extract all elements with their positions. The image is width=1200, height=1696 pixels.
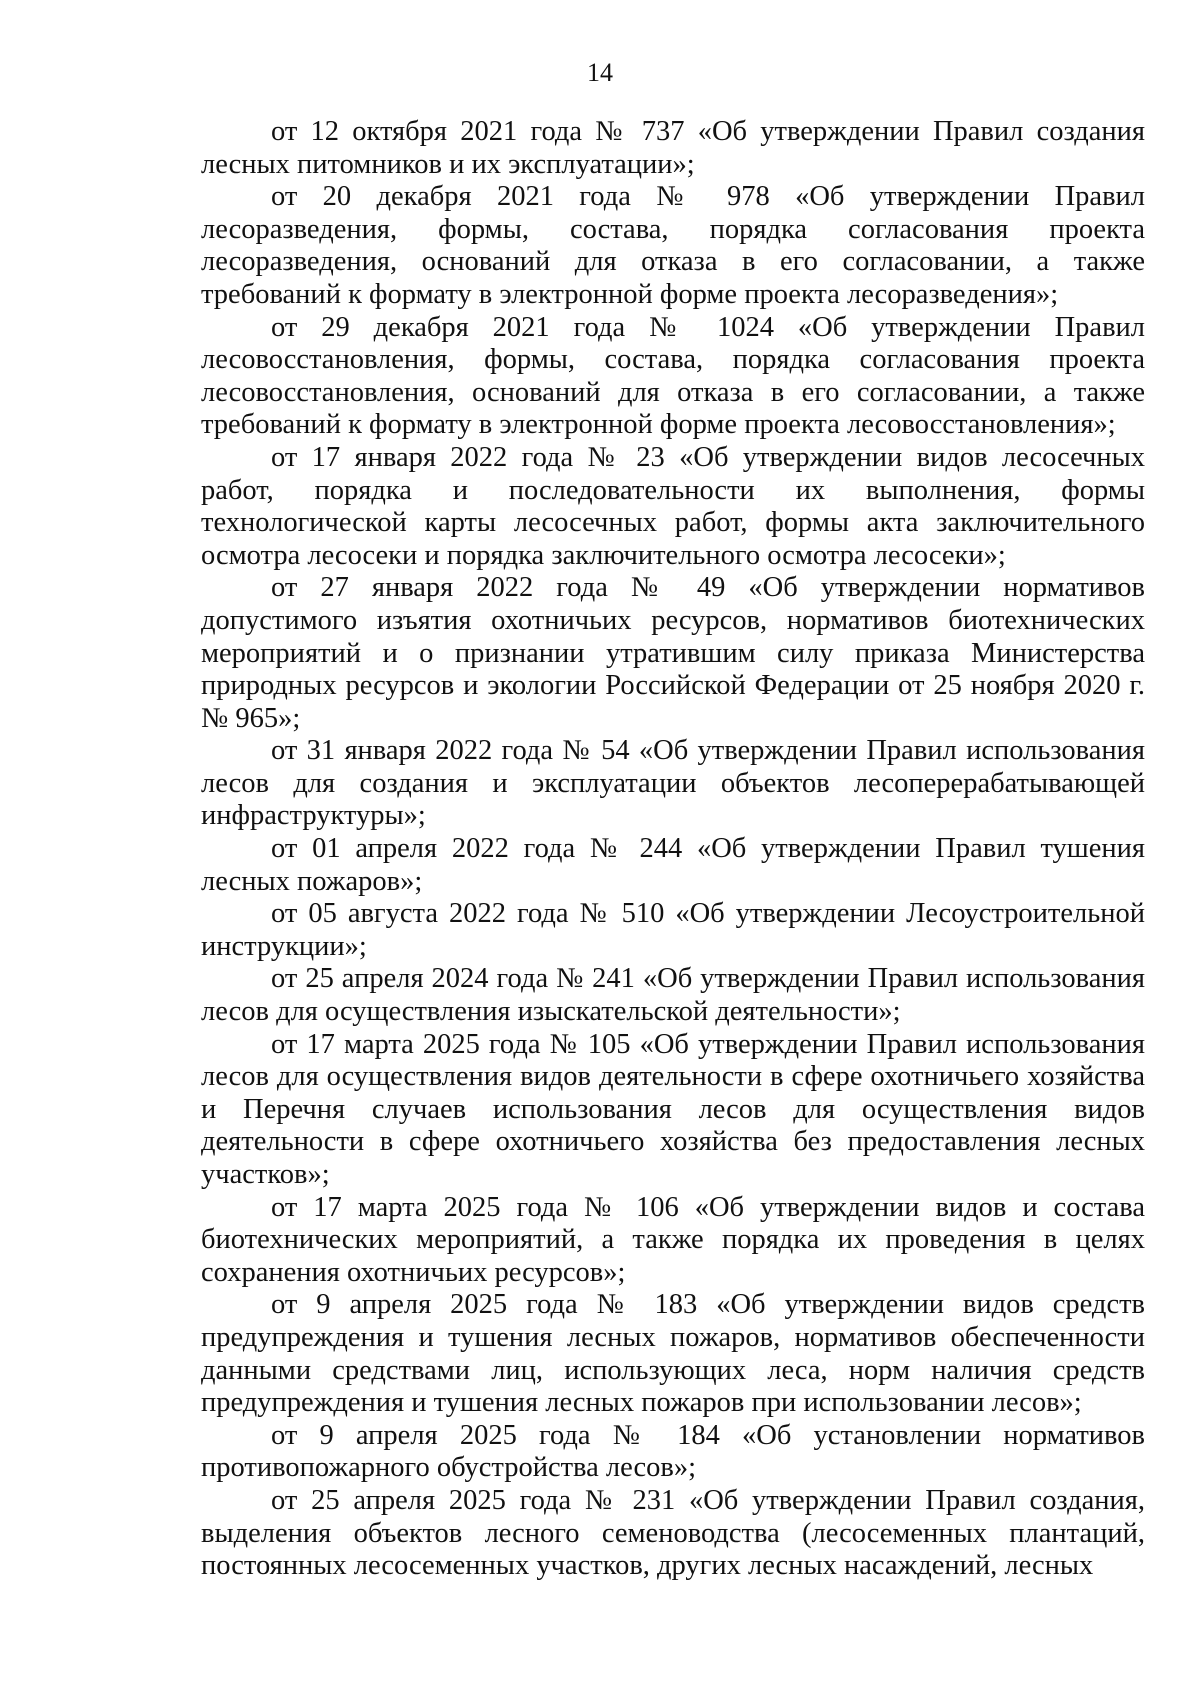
paragraph: от 31 января 2022 года № 54 «Об утверждении Правил использования лесов для создания и эксплуатации объектов лесоперерабатывающей инфраструктуры»; — [201, 735, 1145, 832]
paragraph: от 17 марта 2025 года № 105 «Об утверждении Правил использования лесов для осуществления видов деятельности в сфере охотничьего хозяйства и Перечня случаев использования лесов для осуществления видов деятельности в сфере охотничьего хозяйства без предоставления лесных участков»; — [201, 1028, 1145, 1190]
paragraph: от 9 апреля 2025 года № 184 «Об установлении нормативов противопожарного обустройства лесов»; — [201, 1419, 1145, 1484]
paragraph: от 01 апреля 2022 года № 244 «Об утверждении Правил тушения лесных пожаров»; — [201, 833, 1145, 897]
paragraph: от 05 августа 2022 года № 510 «Об утверждении Лесоустроительной инструкции»; — [201, 898, 1145, 962]
paragraph: от 17 марта 2025 года № 106 «Об утверждении видов и состава биотехнических мероприятий, а также порядка их проведения в целях сохранения охотничьих ресурсов»; — [201, 1191, 1145, 1288]
page-number: 14 — [587, 58, 613, 87]
paragraph: от 27 января 2022 года № 49 «Об утверждении нормативов допустимого изъятия охотничьих ресурсов, нормативов биотехнических мероприятий и о признании утратившим силу приказа Министерства природных ресурсов и экологии Российской Федерации от 25 ноября 2020 г. № 965»; — [201, 572, 1145, 734]
paragraph: от 25 апреля 2024 года № 241 «Об утверждении Правил использования лесов для осуществления изыскательской деятельности»; — [201, 963, 1145, 1028]
paragraph: от 25 апреля 2025 года № 231 «Об утверждении Правил создания, выделения объектов лесного семеноводства (лесосеменных плантаций, постоянных лесосеменных участков, других лесных насаждений, лесных — [201, 1484, 1145, 1582]
paragraph: от 29 декабря 2021 года № 1024 «Об утверждении Правил лесовосстановления, формы, состава, порядка согласования проекта лесовосстановления, оснований для отказа в его согласовании, а также требований к формату в электронной форме проекта лесовосстановления»; — [201, 311, 1145, 441]
paragraph: от 12 октября 2021 года № 737 «Об утверждении Правил создания лесных питомников и их эксплуатации»; — [201, 116, 1145, 180]
paragraph: от 17 января 2022 года № 23 «Об утверждении видов лесосечных работ, порядка и последовательности их выполнения, формы технологической карты лесосечных работ, формы акта заключительного осмотра лесосеки и порядка заключительного осмотра лесосеки»; — [201, 441, 1145, 571]
document-body — [201, 116, 1145, 1583]
paragraph: от 20 декабря 2021 года № 978 «Об утверждении Правил лесоразведения, формы, состава, порядка согласования проекта лесоразведения, оснований для отказа в его согласовании, а также требований к формату в электронной форме проекта лесоразведения»; — [201, 181, 1145, 310]
paragraph: от 9 апреля 2025 года № 183 «Об утверждении видов средств предупреждения и тушения лесных пожаров, нормативов обеспеченности данными средствами лиц, использующих леса, норм наличия средств предупреждения и тушения лесных пожаров при использовании лесов»; — [201, 1289, 1145, 1419]
